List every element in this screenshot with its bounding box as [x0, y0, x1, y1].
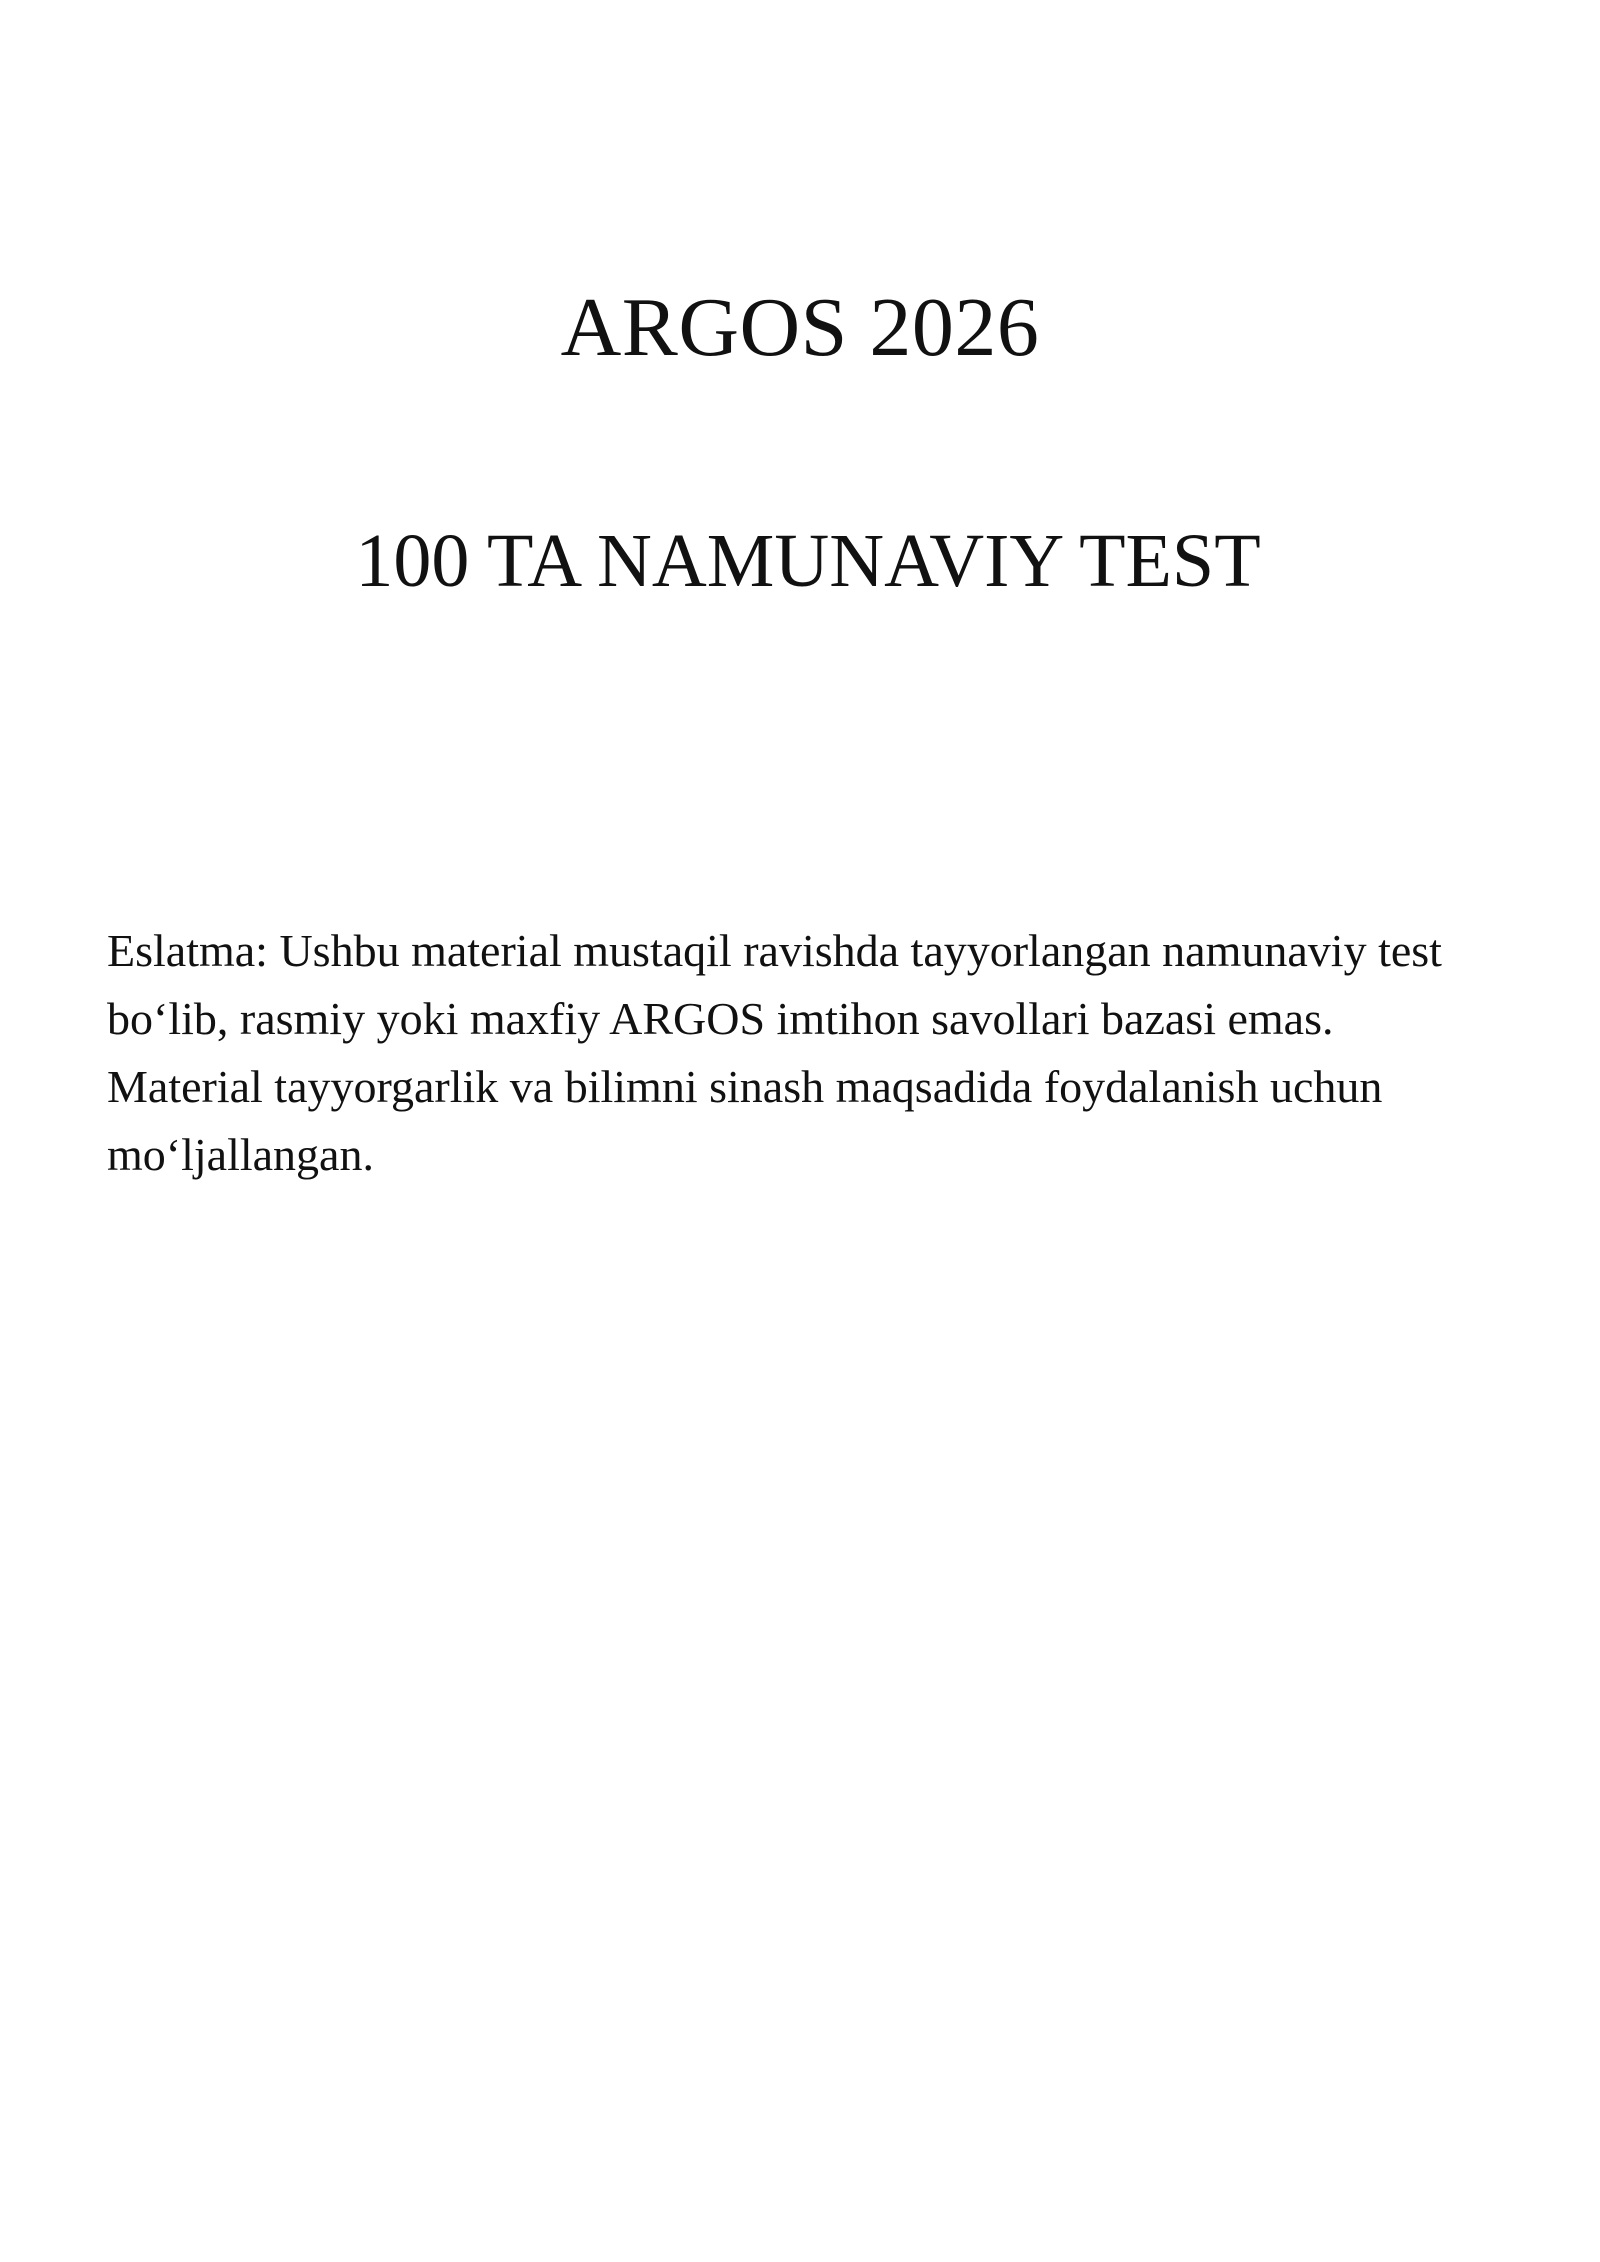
disclaimer-note	[107, 917, 1547, 1189]
document-subtitle: 100 TA NAMUNAVIY TEST	[355, 519, 1261, 603]
note-line: mo‘ljallangan.	[107, 1129, 374, 1180]
note-line: Eslatma: Ushbu material mustaqil ravishda tayyorlangan namunaviy test	[107, 925, 1442, 976]
note-line: bo‘lib, rasmiy yoki maxfiy ARGOS imtihon savollari bazasi emas.	[107, 993, 1334, 1044]
document-title: ARGOS 2026	[560, 281, 1040, 374]
note-line: Material tayyorgarlik va bilimni sinash maqsadida foydalanish uchun	[107, 1061, 1383, 1112]
